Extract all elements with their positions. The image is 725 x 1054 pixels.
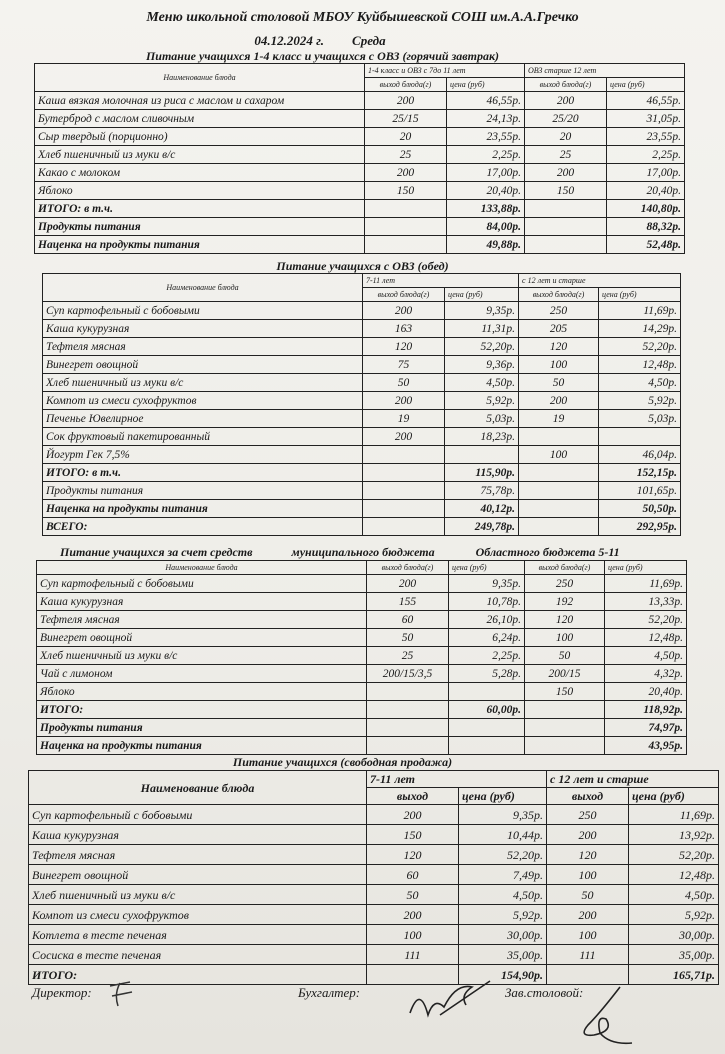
dish-price: 5,92р. [459,905,547,925]
column-header-price: цена (руб) [607,78,685,92]
column-header-price: цена (руб) [447,78,525,92]
dish-price: 154,90р. [459,965,547,985]
table-row [35,164,685,182]
table-header-row [35,64,685,78]
dish-price: 20,40р. [447,182,525,200]
table-row [37,665,687,683]
dish-output [363,482,445,500]
dish-price [449,737,525,755]
dish-output: 250 [525,575,605,593]
section-3-title [60,546,700,559]
table-row [35,146,685,164]
dish-price: 6,24р. [449,629,525,647]
column-header-name: Наименование блюда [29,771,367,805]
accountant-label: Бухгалтер: [298,985,361,1000]
dish-name: Бутерброд с маслом сливочным [35,110,365,128]
table-row [37,737,687,755]
dish-output: 120 [547,845,629,865]
dish-output: 60 [367,865,459,885]
dish-name: Суп картофельный с бобовыми [37,575,367,593]
dish-price: 2,25р. [607,146,685,164]
dish-price: 52,20р. [459,845,547,865]
dish-output [519,482,599,500]
menu-title: Меню школьной столовой МБОУ Куйбышевской СОШ им.А.А.Гречко [146,10,579,25]
section-2-title: Питание учащихся с ОВЗ (обед) [276,259,449,273]
table-row [29,805,719,825]
dish-price: 14,29р. [599,320,681,338]
director-signature [100,980,140,1010]
table-row [43,500,681,518]
dish-output: 120 [525,611,605,629]
column-header-price: цена (руб) [599,288,681,302]
column-header-name: Наименование блюда [37,561,367,575]
canteen-head-label: Зав.столовой: [505,985,584,1000]
dish-output [367,737,449,755]
dish-price: 52,20р. [445,338,519,356]
dish-price: 11,69р. [605,575,687,593]
dish-name: ВСЕГО: [43,518,363,536]
column-header-price: цена (руб) [449,561,525,575]
dish-name: Яблоко [37,683,367,701]
accountant-signature [400,975,500,1025]
dish-price: 30,00р. [459,925,547,945]
dish-output: 200 [363,302,445,320]
dish-name: Винегрет овощной [37,629,367,647]
director-label: Директор: [32,985,92,1000]
dish-name: Яблоко [35,182,365,200]
dish-output: 100 [519,356,599,374]
dish-name: Хлеб пшеничный из муки в/с [35,146,365,164]
dish-output [525,200,607,218]
column-header-output: выход блюда(г) [525,78,607,92]
dish-price: 11,31р. [445,320,519,338]
dish-output: 50 [367,885,459,905]
dish-price: 46,55р. [447,92,525,110]
dish-price: 20,40р. [607,182,685,200]
dish-output [365,218,447,236]
column-header-output: выход блюда(г) [367,561,449,575]
dish-output: 200 [367,905,459,925]
table-row [29,845,719,865]
dish-price: 9,35р. [459,805,547,825]
dish-output: 25 [367,647,449,665]
dish-name: Наценка на продукты питания [37,737,367,755]
table-row [37,593,687,611]
column-header-price: цена (руб) [629,788,719,805]
dish-output [363,518,445,536]
table-row [35,128,685,146]
dish-price: 5,28р. [449,665,525,683]
dish-name: Какао с молоком [35,164,365,182]
dish-name: Сок фруктовый пакетированный [43,428,363,446]
table-row [37,719,687,737]
canteen-head-signature [570,985,650,1050]
dish-output [525,737,605,755]
dish-price: 26,10р. [449,611,525,629]
dish-price: 7,49р. [459,865,547,885]
dish-name: Сосиска в тесте печеная [29,945,367,965]
dish-output: 50 [367,629,449,647]
dish-price: 4,50р. [605,647,687,665]
dish-name: Хлеб пшеничный из муки в/с [37,647,367,665]
table-row [35,182,685,200]
table-row [29,885,719,905]
column-header-output: выход блюда(г) [525,561,605,575]
column-group-1: 7-11 лет [367,771,547,788]
dish-price [599,428,681,446]
menu-date: 04.12.2024 г. [254,33,325,48]
dish-price: 46,04р. [599,446,681,464]
dish-price: 17,00р. [607,164,685,182]
dish-price: 12,48р. [599,356,681,374]
table-row [43,518,681,536]
dish-price: 18,23р. [445,428,519,446]
dish-price: 9,36р. [445,356,519,374]
breakfast-table [34,63,685,254]
dish-price: 4,32р. [605,665,687,683]
dish-name: Каша кукурузная [29,825,367,845]
dish-output: 150 [367,825,459,845]
column-header-output: выход [367,788,459,805]
dish-name: Каша кукурузная [37,593,367,611]
dish-name: Хлеб пшеничный из муки в/с [29,885,367,905]
section-4-title: Питание учащихся (свободная продажа) [232,755,453,769]
dish-output [519,518,599,536]
dish-price: 88,32р. [607,218,685,236]
table-row [43,482,681,500]
dish-price: 46,55р. [607,92,685,110]
dish-name: Продукты питания [37,719,367,737]
table-row [43,338,681,356]
dish-price: 13,33р. [605,593,687,611]
dish-price [445,446,519,464]
dish-price: 5,92р. [629,905,719,925]
dish-name: Чай с лимоном [37,665,367,683]
dish-price: 249,78р. [445,518,519,536]
dish-output [525,701,605,719]
table-row [37,611,687,629]
table-row [35,200,685,218]
table-row [43,464,681,482]
table-row [35,110,685,128]
dish-output: 100 [525,629,605,647]
table-row [43,446,681,464]
dish-price: 24,13р. [447,110,525,128]
section-3-title-a: Питание учащихся за счет средств [60,545,253,559]
dish-price: 115,90р. [445,464,519,482]
dish-output: 20 [365,128,447,146]
dish-price: 12,48р. [629,865,719,885]
dish-name: Тефтеля мясная [43,338,363,356]
table-header-row [37,561,687,575]
dish-price: 165,71р. [629,965,719,985]
dish-name: Продукты питания [43,482,363,500]
table-row [43,320,681,338]
dish-name: Котлета в тесте печеная [29,925,367,945]
dish-output: 150 [365,182,447,200]
dish-output: 100 [547,865,629,885]
dish-output [525,218,607,236]
dish-name: Винегрет овощной [29,865,367,885]
dish-name: Сыр твердый (порционно) [35,128,365,146]
dish-output: 250 [547,805,629,825]
column-header-output: выход блюда(г) [365,78,447,92]
dish-output [525,236,607,254]
dish-output: 75 [363,356,445,374]
dish-output: 192 [525,593,605,611]
table-row [35,92,685,110]
section-1-title: Питание учащихся 1-4 класс и учащихся с ОВЗ (горячий завтрак) [145,49,500,63]
dish-name: Печенье Ювелирное [43,410,363,428]
dish-price: 4,50р. [629,885,719,905]
table-row [37,629,687,647]
column-header-output: выход [547,788,629,805]
dish-output: 100 [519,446,599,464]
table-row [29,825,719,845]
dish-output: 163 [363,320,445,338]
dish-output: 150 [525,182,607,200]
dish-output: 200 [365,164,447,182]
dish-output: 200 [365,92,447,110]
table-row [29,865,719,885]
dish-price: 118,92р. [605,701,687,719]
free-sale-table [28,770,719,985]
dish-output [519,428,599,446]
table-row [43,374,681,392]
dish-name: Продукты питания [35,218,365,236]
dish-price: 35,00р. [459,945,547,965]
dish-name: Винегрет овощной [43,356,363,374]
dish-output: 120 [367,845,459,865]
table-row [29,945,719,965]
dish-output [365,236,447,254]
dish-output: 205 [519,320,599,338]
dish-price: 23,55р. [607,128,685,146]
table-row [43,392,681,410]
dish-price [449,683,525,701]
table-row [35,218,685,236]
dish-price: 52,48р. [607,236,685,254]
dish-price: 11,69р. [599,302,681,320]
column-group-2: с 12 лет и старше [547,771,719,788]
dish-output: 120 [519,338,599,356]
dish-name: ИТОГО: [37,701,367,719]
table-row [29,925,719,945]
dish-output: 20 [525,128,607,146]
dish-price: 13,92р. [629,825,719,845]
dish-output [367,719,449,737]
dish-output [367,701,449,719]
table-row [37,701,687,719]
column-header-name: Наименование блюда [35,64,365,92]
dish-output: 100 [547,925,629,945]
dish-output: 155 [367,593,449,611]
dish-price: 2,25р. [449,647,525,665]
dish-name: Хлеб пшеничный из муки в/с [43,374,363,392]
dish-name: Наценка на продукты питания [35,236,365,254]
dish-price: 17,00р. [447,164,525,182]
dish-price: 31,05р. [607,110,685,128]
dish-output: 200 [519,392,599,410]
dish-name: Йогурт Гек 7,5% [43,446,363,464]
dish-output: 19 [519,410,599,428]
table-row [43,302,681,320]
column-header-output: выход блюда(г) [363,288,445,302]
dish-price: 152,15р. [599,464,681,482]
table-row [37,683,687,701]
dish-price: 5,92р. [445,392,519,410]
dish-output: 50 [363,374,445,392]
dish-output: 25 [525,146,607,164]
dish-output: 60 [367,611,449,629]
column-header-name: Наименование блюда [43,274,363,302]
column-header-price: цена (руб) [445,288,519,302]
dish-price: 133,88р. [447,200,525,218]
menu-weekday: Среда [352,33,386,48]
table-row [43,428,681,446]
dish-name: Компот из смеси сухофруктов [29,905,367,925]
dish-output [519,500,599,518]
table-row [37,575,687,593]
dish-price: 52,20р. [605,611,687,629]
dish-output: 200 [363,392,445,410]
dish-name: ИТОГО: [29,965,367,985]
budget-table [36,560,687,755]
dish-price: 43,95р. [605,737,687,755]
dish-output: 200 [525,164,607,182]
dish-name: Суп картофельный с бобовыми [29,805,367,825]
dish-output: 150 [525,683,605,701]
dish-price: 84,00р. [447,218,525,236]
dish-output: 200 [547,825,629,845]
column-group-1: 1-4 класс и ОВЗ с 7до 11 лет [365,64,525,78]
dish-output: 200 [367,805,459,825]
dish-price: 5,03р. [445,410,519,428]
column-header-output: выход блюда(г) [519,288,599,302]
dish-price: 140,80р. [607,200,685,218]
dish-output: 100 [367,925,459,945]
dish-price: 4,50р. [445,374,519,392]
dish-price: 75,78р. [445,482,519,500]
dish-price: 52,20р. [629,845,719,865]
dish-output [547,965,629,985]
dish-output: 50 [547,885,629,905]
dish-name: Каша кукурузная [43,320,363,338]
dish-price: 10,44р. [459,825,547,845]
table-row [43,356,681,374]
dish-output: 250 [519,302,599,320]
dish-price: 9,35р. [449,575,525,593]
dish-price: 11,69р. [629,805,719,825]
dish-price: 60,00р. [449,701,525,719]
dish-price: 9,35р. [445,302,519,320]
dish-price: 40,12р. [445,500,519,518]
section-3-title-b: муниципального бюджета [291,545,435,559]
dish-name: Суп картофельный с бобовыми [43,302,363,320]
column-header-price: цена (руб) [605,561,687,575]
dish-price: 20,40р. [605,683,687,701]
dish-name: Тефтеля мясная [37,611,367,629]
dish-price: 2,25р. [447,146,525,164]
dish-output: 200 [525,92,607,110]
dish-output [363,446,445,464]
dish-name: Тефтеля мясная [29,845,367,865]
column-header-price: цена (руб) [459,788,547,805]
dish-name: Наценка на продукты питания [43,500,363,518]
dish-output [519,464,599,482]
dish-output [363,500,445,518]
dish-output [367,683,449,701]
dish-price: 101,65р. [599,482,681,500]
dish-output: 50 [519,374,599,392]
dish-output: 200 [367,575,449,593]
dish-output: 200 [363,428,445,446]
table-header-row [29,771,719,788]
dish-price: 30,00р. [629,925,719,945]
dish-output: 200/15/3,5 [367,665,449,683]
dish-price: 52,20р. [599,338,681,356]
dish-output: 200 [547,905,629,925]
table-row [43,410,681,428]
column-group-2: с 12 лет и старше [519,274,681,288]
dish-price: 50,50р. [599,500,681,518]
dish-name: ИТОГО: в т.ч. [35,200,365,218]
dish-output: 120 [363,338,445,356]
dish-price: 74,97р. [605,719,687,737]
dish-output: 25 [365,146,447,164]
dish-price: 49,88р. [447,236,525,254]
table-row [35,236,685,254]
dish-output: 111 [547,945,629,965]
menu-date-line [170,33,470,49]
dish-name: Компот из смеси сухофруктов [43,392,363,410]
table-row [37,647,687,665]
dish-price: 12,48р. [605,629,687,647]
dish-output: 200/15 [525,665,605,683]
dish-price: 10,78р. [449,593,525,611]
dish-price: 4,50р. [459,885,547,905]
dish-name: Каша вязкая молочная из риса с маслом и сахаром [35,92,365,110]
dish-output: 111 [367,945,459,965]
table-row [29,905,719,925]
dish-price [449,719,525,737]
table-header-row [43,274,681,288]
dish-price: 4,50р. [599,374,681,392]
dish-price: 292,95р. [599,518,681,536]
dish-output [365,200,447,218]
column-group-2: ОВЗ старше 12 лет [525,64,685,78]
dish-output: 50 [525,647,605,665]
dish-output: 25/20 [525,110,607,128]
column-group-1: 7-11 лет [363,274,519,288]
dish-price: 5,92р. [599,392,681,410]
dish-output: 19 [363,410,445,428]
dish-output: 25/15 [365,110,447,128]
lunch-table [42,273,681,536]
dish-name: ИТОГО: в т.ч. [43,464,363,482]
dish-output [363,464,445,482]
dish-price: 23,55р. [447,128,525,146]
dish-price: 5,03р. [599,410,681,428]
section-3-title-c: Областного бюджета 5-11 [475,545,620,559]
dish-price: 35,00р. [629,945,719,965]
dish-output [525,719,605,737]
